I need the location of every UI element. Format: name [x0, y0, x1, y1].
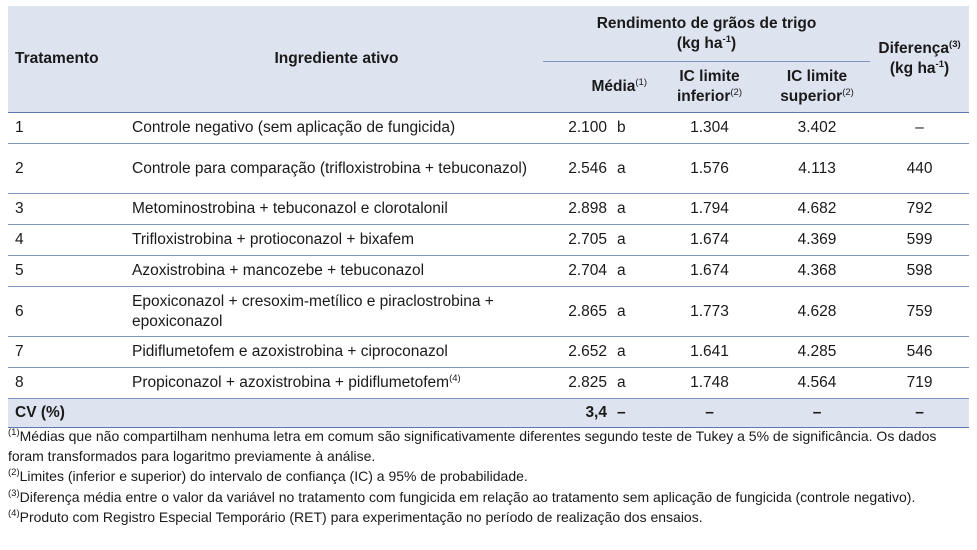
cell-ingrediente	[130, 399, 543, 428]
footnote: $^{(3)}$Diferença média entre o valor da variável no tratamento com fungicida em relação ao tratamento sem aplicação de fungicida (controle negativo).	[8, 487, 916, 505]
cell-ic-inferior: 1.304	[655, 113, 764, 144]
cell-diferenca: 440	[870, 144, 969, 194]
results-table	[8, 6, 969, 428]
header-rendimento	[543, 6, 870, 62]
cell-ingrediente: Pidiflumetofem e azoxistrobina + ciproconazol	[130, 337, 543, 368]
header-ingrediente: Ingrediente ativo	[130, 6, 543, 113]
footnote: $^{(4)}$Produto com Registro Especial Temporário (RET) para experimentação no período de realização dos ensaios.	[8, 507, 703, 525]
cv-row	[8, 399, 969, 428]
cell-diferenca: 598	[870, 256, 969, 287]
cell-ic-superior: 4.564	[764, 368, 870, 399]
header-media: Média$^{(1)}$	[543, 62, 655, 113]
cell-ingrediente: Controle negativo (sem aplicação de fungicida)	[130, 113, 543, 144]
cell-ic-superior: 4.369	[764, 225, 870, 256]
cv-ic-superior: –	[764, 399, 870, 428]
table-row	[8, 287, 969, 337]
cell-media: 2.652 a	[543, 337, 655, 368]
cell-ic-superior: 4.628	[764, 287, 870, 337]
table-row	[8, 113, 969, 144]
header-diferenca: Diferença$^{(3)}$ (kg $ha^{-1}$)	[870, 6, 969, 113]
cell-ingrediente: Trifloxistrobina + protioconazol + bixafem	[130, 225, 543, 256]
cell-ic-inferior: 1.641	[655, 337, 764, 368]
cell-tratamento: 8	[8, 368, 130, 399]
cell-ic-superior: 4.682	[764, 194, 870, 225]
header-tratamento: Tratamento	[8, 6, 130, 113]
footnote: $^{(1)}$Médias que não compartilham nenhuma letra em comum são significativamente diferentes segundo teste de Tukey a 5% de significância. Os dados foram transformados para logaritmo previamente à análise.	[8, 427, 937, 465]
header-rendimento-unit: (kg $ha^{-1}$)	[676, 33, 737, 52]
cell-ic-inferior: 1.773	[655, 287, 764, 337]
cell-ingrediente: Controle para comparação (trifloxistrobina + tebuconazol)	[130, 144, 543, 194]
cell-diferenca: 719	[870, 368, 969, 399]
cell-ic-inferior: 1.794	[655, 194, 764, 225]
cell-diferenca: –	[870, 113, 969, 144]
table-row	[8, 368, 969, 399]
header-rendimento-title: Rendimento de grãos de trigo	[596, 14, 817, 32]
cell-ingrediente: Epoxiconazol + cresoxim-metílico e piraclostrobina + epoxiconazol	[130, 287, 543, 337]
footnotes	[8, 426, 970, 527]
footnote: $^{(2)}$Limites (inferior e superior) do intervalo de confiança (IC) a 95% de probabilidade.	[8, 467, 528, 485]
cell-media: 2.100 b	[543, 113, 655, 144]
cv-media: 3,4 –	[543, 399, 655, 428]
cell-ic-superior: 4.368	[764, 256, 870, 287]
cell-ic-inferior: 1.674	[655, 256, 764, 287]
cell-diferenca: 759	[870, 287, 969, 337]
cell-tratamento: 3	[8, 194, 130, 225]
cell-diferenca: 792	[870, 194, 969, 225]
cell-media: 2.825 a	[543, 368, 655, 399]
cell-tratamento: 7	[8, 337, 130, 368]
cell-media: 2.865 a	[543, 287, 655, 337]
table-row	[8, 194, 969, 225]
table-row	[8, 225, 969, 256]
cv-label: CV (%)	[8, 399, 130, 428]
cell-ingrediente: Metominostrobina + tebuconazol e clorotalonil	[130, 194, 543, 225]
cell-media: 2.704 a	[543, 256, 655, 287]
cell-ic-superior: 3.402	[764, 113, 870, 144]
header-ic-inferior: IC limite inferior$^{(2)}$	[655, 62, 764, 113]
cell-tratamento: 6	[8, 287, 130, 337]
cell-media: 2.546 a	[543, 144, 655, 194]
cell-ingrediente: Propiconazol + azoxistrobina + pidiflumetofem$^{(4)}$	[130, 368, 543, 399]
cell-media: 2.705 a	[543, 225, 655, 256]
cell-tratamento: 4	[8, 225, 130, 256]
cell-tratamento: 1	[8, 113, 130, 144]
cell-ic-inferior: 1.576	[655, 144, 764, 194]
cell-tratamento: 5	[8, 256, 130, 287]
cell-ic-superior: 4.113	[764, 144, 870, 194]
cell-media: 2.898 a	[543, 194, 655, 225]
cv-diferenca: –	[870, 399, 969, 428]
cell-ic-superior: 4.285	[764, 337, 870, 368]
table-row	[8, 144, 969, 194]
cell-ic-inferior: 1.674	[655, 225, 764, 256]
cell-diferenca: 599	[870, 225, 969, 256]
cell-ic-inferior: 1.748	[655, 368, 764, 399]
cell-tratamento: 2	[8, 144, 130, 194]
table-row	[8, 256, 969, 287]
table-row	[8, 337, 969, 368]
cell-diferenca: 546	[870, 337, 969, 368]
header-ic-superior: IC limite superior$^{(2)}$	[764, 62, 870, 113]
cv-ic-inferior: –	[655, 399, 764, 428]
cell-ingrediente: Azoxistrobina + mancozebe + tebuconazol	[130, 256, 543, 287]
